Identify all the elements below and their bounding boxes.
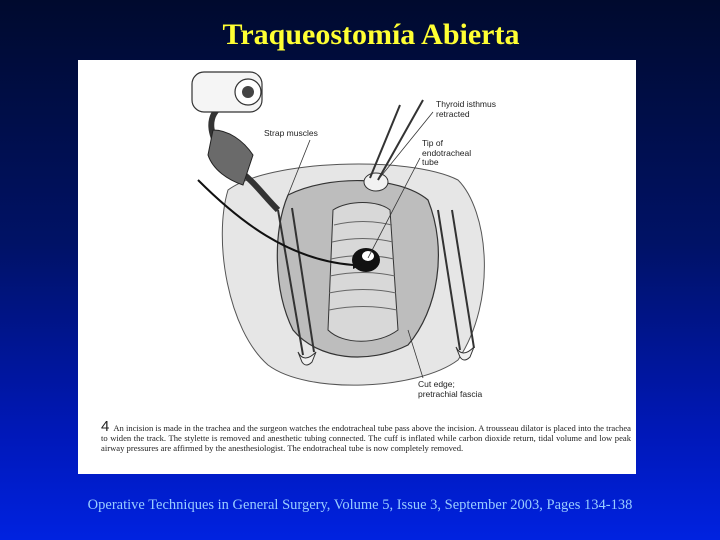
label-tube-tip: Tip of endotracheal tube bbox=[422, 138, 472, 167]
figure-number: 4 bbox=[101, 418, 110, 435]
figure-panel bbox=[78, 60, 636, 474]
slide-title: Traqueostomía Abierta bbox=[222, 18, 520, 51]
caption-text: An incision is made in the trachea and the surgeon watches the endotracheal tube pass above the incision. A trousseau dilator is placed into the trachea to widen the track. The stylette is removed and anesthetic tubing connected. The cuff is inflated while carbon dioxide return, tidal volume and low peak airway pressures are affirmed by the anesthesiologist. The endotracheal tube is now completely removed. bbox=[101, 423, 631, 453]
tracheostomy-illustration bbox=[78, 60, 636, 420]
figure-caption bbox=[101, 418, 631, 453]
label-cut-edge: Cut edge; pretrachial fascia bbox=[418, 379, 483, 399]
label-thyroid-isthmus: Thyroid isthmus retracted bbox=[436, 99, 496, 119]
citation-footer: Operative Techniques in General Surgery, Volume 5, Issue 3, September 2003, Pages 134-138 bbox=[87, 497, 633, 513]
label-strap-muscles: Strap muscles bbox=[264, 128, 318, 138]
